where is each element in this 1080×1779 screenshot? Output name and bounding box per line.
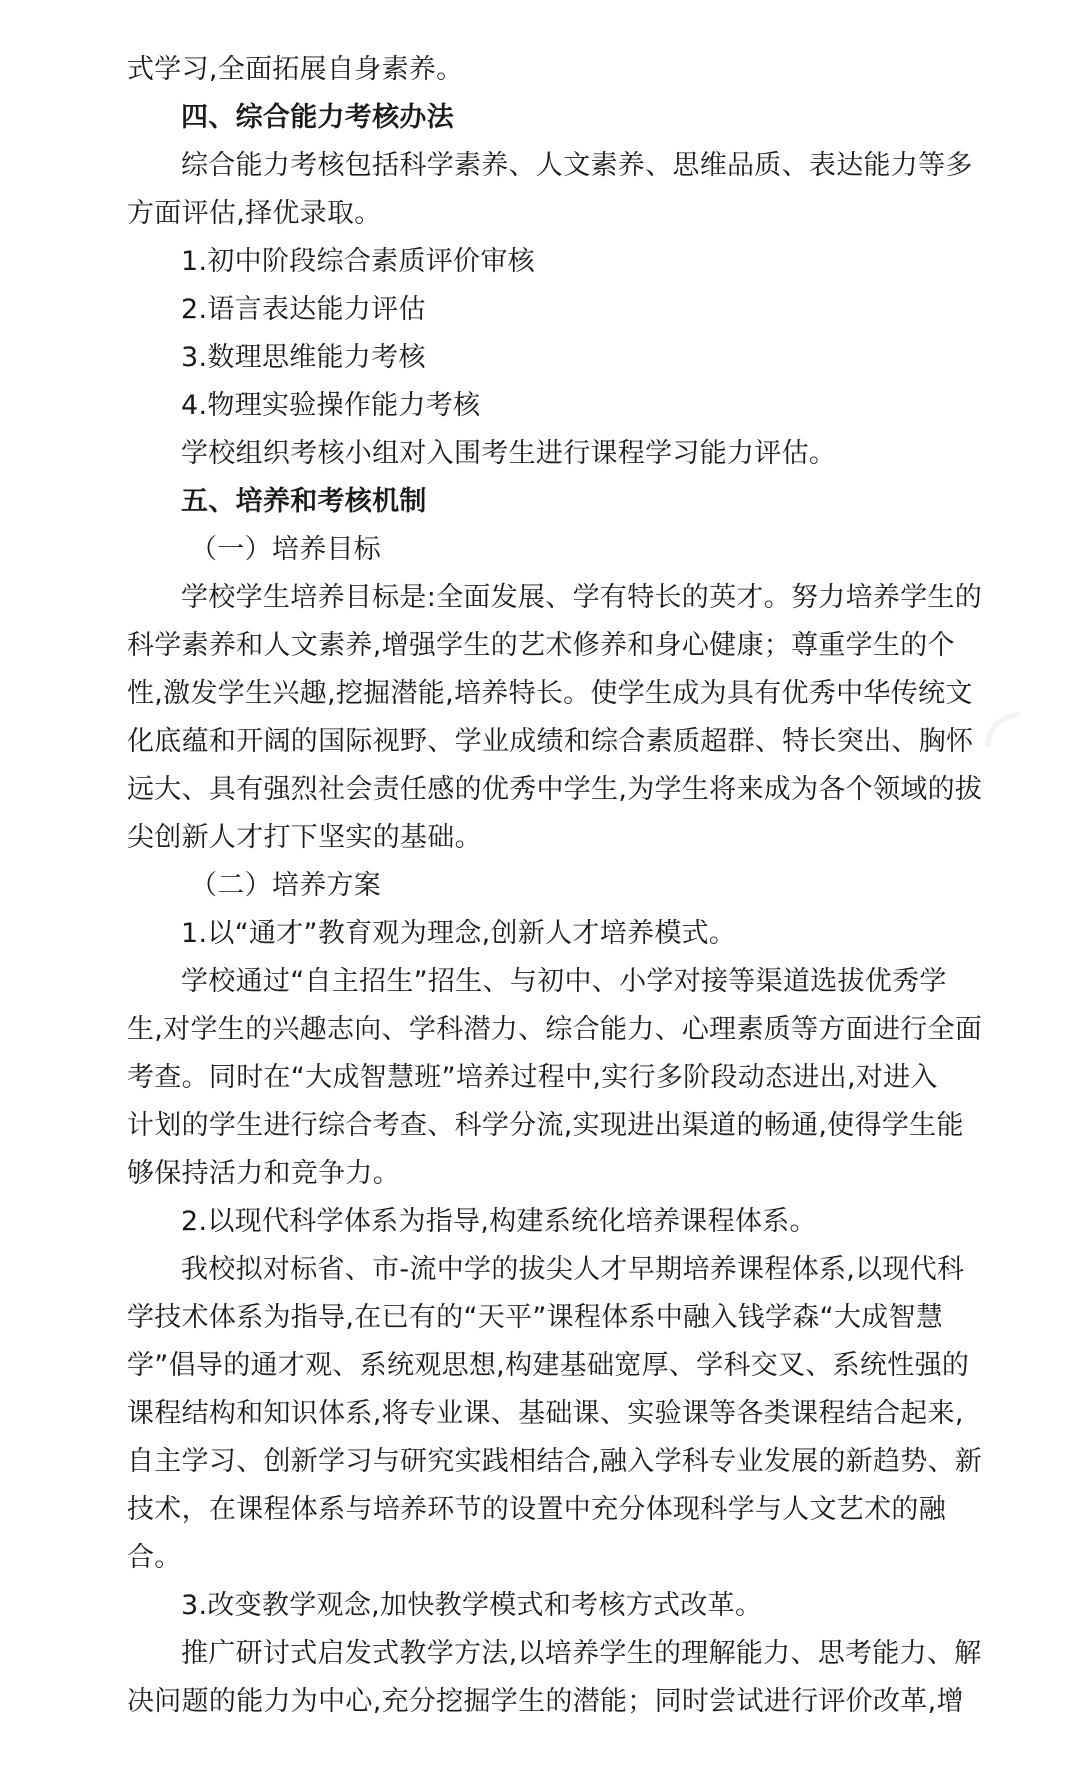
- list-item: 2.以现代科学体系为指导,构建系统化培养课程体系。: [181, 1206, 817, 1237]
- paragraph-line: 远大、具有强烈社会责任感的优秀中学生,为学生将来成为各个领域的拔: [127, 774, 983, 805]
- paragraph-line: 计划的学生进行综合考查、科学分流,实现进出渠道的畅通,使得学生能: [127, 1110, 964, 1141]
- section-heading: 四、综合能力考核办法: [181, 102, 454, 133]
- paragraph-line: 考查。同时在“大成智慧班”培养过程中,实行多阶段动态进出,对进入: [127, 1062, 938, 1093]
- paragraph-line: 学”倡导的通才观、系统观思想,构建基础宽厚、学科交叉、系统性强的: [127, 1350, 970, 1381]
- subsection-heading: （二）培养方案: [190, 870, 382, 901]
- paragraph-line: 课程结构和知识体系,将专业课、基础课、实验课等各类课程结合起来,: [127, 1398, 964, 1429]
- paragraph-line: 我校拟对标省、市-流中学的拔尖人才早期培养课程体系,以现代科: [181, 1254, 965, 1285]
- section-heading: 五、培养和考核机制: [181, 486, 427, 517]
- paragraph-line: 学校组织考核小组对入围考生进行课程学习能力评估。: [181, 438, 837, 469]
- paragraph-line: 决问题的能力为中心,充分挖掘学生的潜能；同时尝试进行评价改革,增: [127, 1686, 964, 1717]
- paragraph-line: 推广研讨式启发式教学方法,以培养学生的理解能力、思考能力、解: [181, 1638, 982, 1669]
- list-item: 4.物理实验操作能力考核: [181, 390, 481, 421]
- list-item: 3.改变教学观念,加快教学模式和考核方式改革。: [181, 1590, 763, 1621]
- paragraph-line: 尖创新人才打下坚实的基础。: [127, 822, 482, 853]
- paragraph-line: 科学素养和人文素养,增强学生的艺术修养和身心健康；尊重学生的个: [127, 630, 955, 661]
- paragraph-line: 性,激发学生兴趣,挖掘潜能,培养特长。使学生成为具有优秀中华传统文: [127, 678, 973, 709]
- paragraph-line: 方面评估,择优录取。: [127, 198, 382, 229]
- list-item: 1.以“通才”教育观为理念,创新人才培养模式。: [181, 918, 737, 949]
- list-item: 3.数理思维能力考核: [181, 342, 426, 373]
- paragraph-line: 化底蕴和开阔的国际视野、学业成绩和综合素质超群、特长突出、胸怀: [127, 726, 974, 757]
- paragraph-line: 生,对学生的兴趣志向、学科潜力、综合能力、心理素质等方面进行全面: [127, 1014, 983, 1045]
- paragraph-line: 够保持活力和竞争力。: [127, 1158, 400, 1189]
- text-line: 式学习,全面拓展自身素养。: [127, 54, 464, 85]
- paragraph-line: 自主学习、创新学习与研究实践相结合,融入学科专业发展的新趋势、新: [127, 1446, 983, 1477]
- paragraph-line: 综合能力考核包括科学素养、人文素养、思维品质、表达能力等多: [181, 150, 973, 181]
- paragraph-line: 学校学生培养目标是:全面发展、学有特长的英才。努力培养学生的: [181, 582, 983, 613]
- paragraph-line: 技术，在课程体系与培养环节的设置中充分体现科学与人文艺术的融: [127, 1494, 946, 1525]
- list-item: 2.语言表达能力评估: [181, 294, 426, 325]
- list-item: 1.初中阶段综合素质评价审核: [181, 246, 535, 277]
- faint-watermark-icon: ◜: [985, 687, 1020, 792]
- paragraph-line: 学技术体系为指导,在已有的“天平”课程体系中融入钱学森“大成智慧: [127, 1302, 944, 1333]
- subsection-heading: （一）培养目标: [190, 534, 382, 565]
- paragraph-line: 学校通过“自主招生”招生、与初中、小学对接等渠道选拔优秀学: [181, 966, 947, 997]
- paragraph-line: 合。: [127, 1542, 182, 1573]
